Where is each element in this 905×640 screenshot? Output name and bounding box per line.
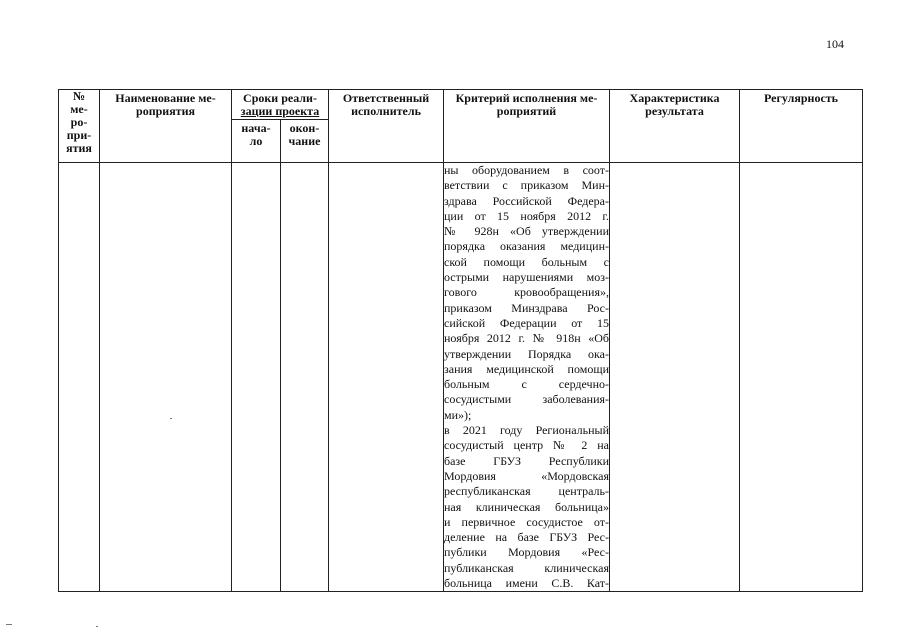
cell-start: [232, 163, 281, 592]
cell-characteristic: [610, 163, 740, 592]
header-end: окон-чание: [281, 120, 329, 163]
header-number: [59, 90, 100, 163]
criterion-line: острыми нарушениями моз-: [444, 270, 609, 285]
cell-end: [281, 163, 329, 592]
cell-responsible: [329, 163, 444, 592]
header-regularity: Регулярность: [740, 90, 863, 163]
criterion-line: больница имени С.В. Кат-: [444, 576, 609, 591]
criterion-line: деление на базе ГБУЗ Рес-: [444, 530, 609, 545]
header-terms-line1: Сроки реали-: [243, 91, 317, 105]
criterion-line: ции от 15 ноября 2012 г.: [444, 208, 609, 223]
criterion-line: гового кровообращения»,: [444, 285, 609, 300]
header-responsible: Ответственный исполнитель: [329, 90, 444, 163]
header-characteristic: Характеристика результата: [610, 90, 740, 163]
criterion-line: публики Мордовия «Рес-: [444, 545, 609, 560]
activities-table: [58, 89, 863, 592]
header-number-line: ро-: [70, 115, 88, 129]
page-number: 104: [826, 37, 844, 51]
scan-speck: [170, 418, 172, 419]
cell-criterion: [444, 163, 610, 592]
criterion-line: Мордовия «Мордовская: [444, 468, 609, 483]
criterion-line: здрава Российской Федера-: [444, 193, 609, 208]
header-number-line: ятия: [66, 141, 92, 155]
criterion-line: сосудистыми заболевания-: [444, 392, 609, 407]
criterion-line: ветствии с приказом Мин-: [444, 178, 609, 193]
criterion-line: приказом Минздрава Рос-: [444, 300, 609, 315]
header-terms: [232, 90, 329, 120]
cell-regularity: [740, 163, 863, 592]
cell-activity-name: [100, 163, 232, 592]
header-number-line: ме-: [70, 102, 88, 116]
header-number-line: №: [72, 89, 86, 103]
criterion-line: республиканская централь-: [444, 484, 609, 499]
header-number-line: при-: [66, 128, 92, 142]
criterion-line: сийской Федерации от 15: [444, 315, 609, 330]
scan-speck: [6, 624, 12, 625]
criterion-line: ской помощи больным с: [444, 254, 609, 269]
scan-speck: [96, 626, 98, 627]
criterion-line: ноября 2012 г. № 918н «Об: [444, 331, 609, 346]
criterion-line: базе ГБУЗ Республики: [444, 453, 609, 468]
header-activity-name: Наименование ме-роприятия: [100, 90, 232, 163]
criterion-line: № 928н «Об утверждении: [444, 224, 609, 239]
criterion-line: в 2021 году Региональный: [444, 423, 609, 438]
criterion-line: ная клиническая больница»: [444, 499, 609, 514]
cell-number: [59, 163, 100, 592]
criterion-line: и первичное сосудистое от-: [444, 514, 609, 529]
criterion-text: [444, 163, 609, 591]
criterion-line: зания медицинской помощи: [444, 361, 609, 376]
criterion-line: ны оборудованием в соот-: [444, 163, 609, 177]
criterion-line: ми»);: [444, 407, 472, 422]
criterion-line: порядка оказания медицин-: [444, 239, 609, 254]
header-terms-line2: зации проекта: [240, 104, 320, 118]
criterion-line: сосудистый центр № 2 на: [444, 438, 609, 453]
criterion-line: больным с сердечно-: [444, 377, 609, 392]
criterion-line: утверждении Порядка ока-: [444, 346, 609, 361]
header-start: нача-ло: [232, 120, 281, 163]
header-criterion: Критерий исполнения ме-роприятий: [444, 90, 610, 163]
criterion-line: публиканская клиническая: [444, 560, 609, 575]
